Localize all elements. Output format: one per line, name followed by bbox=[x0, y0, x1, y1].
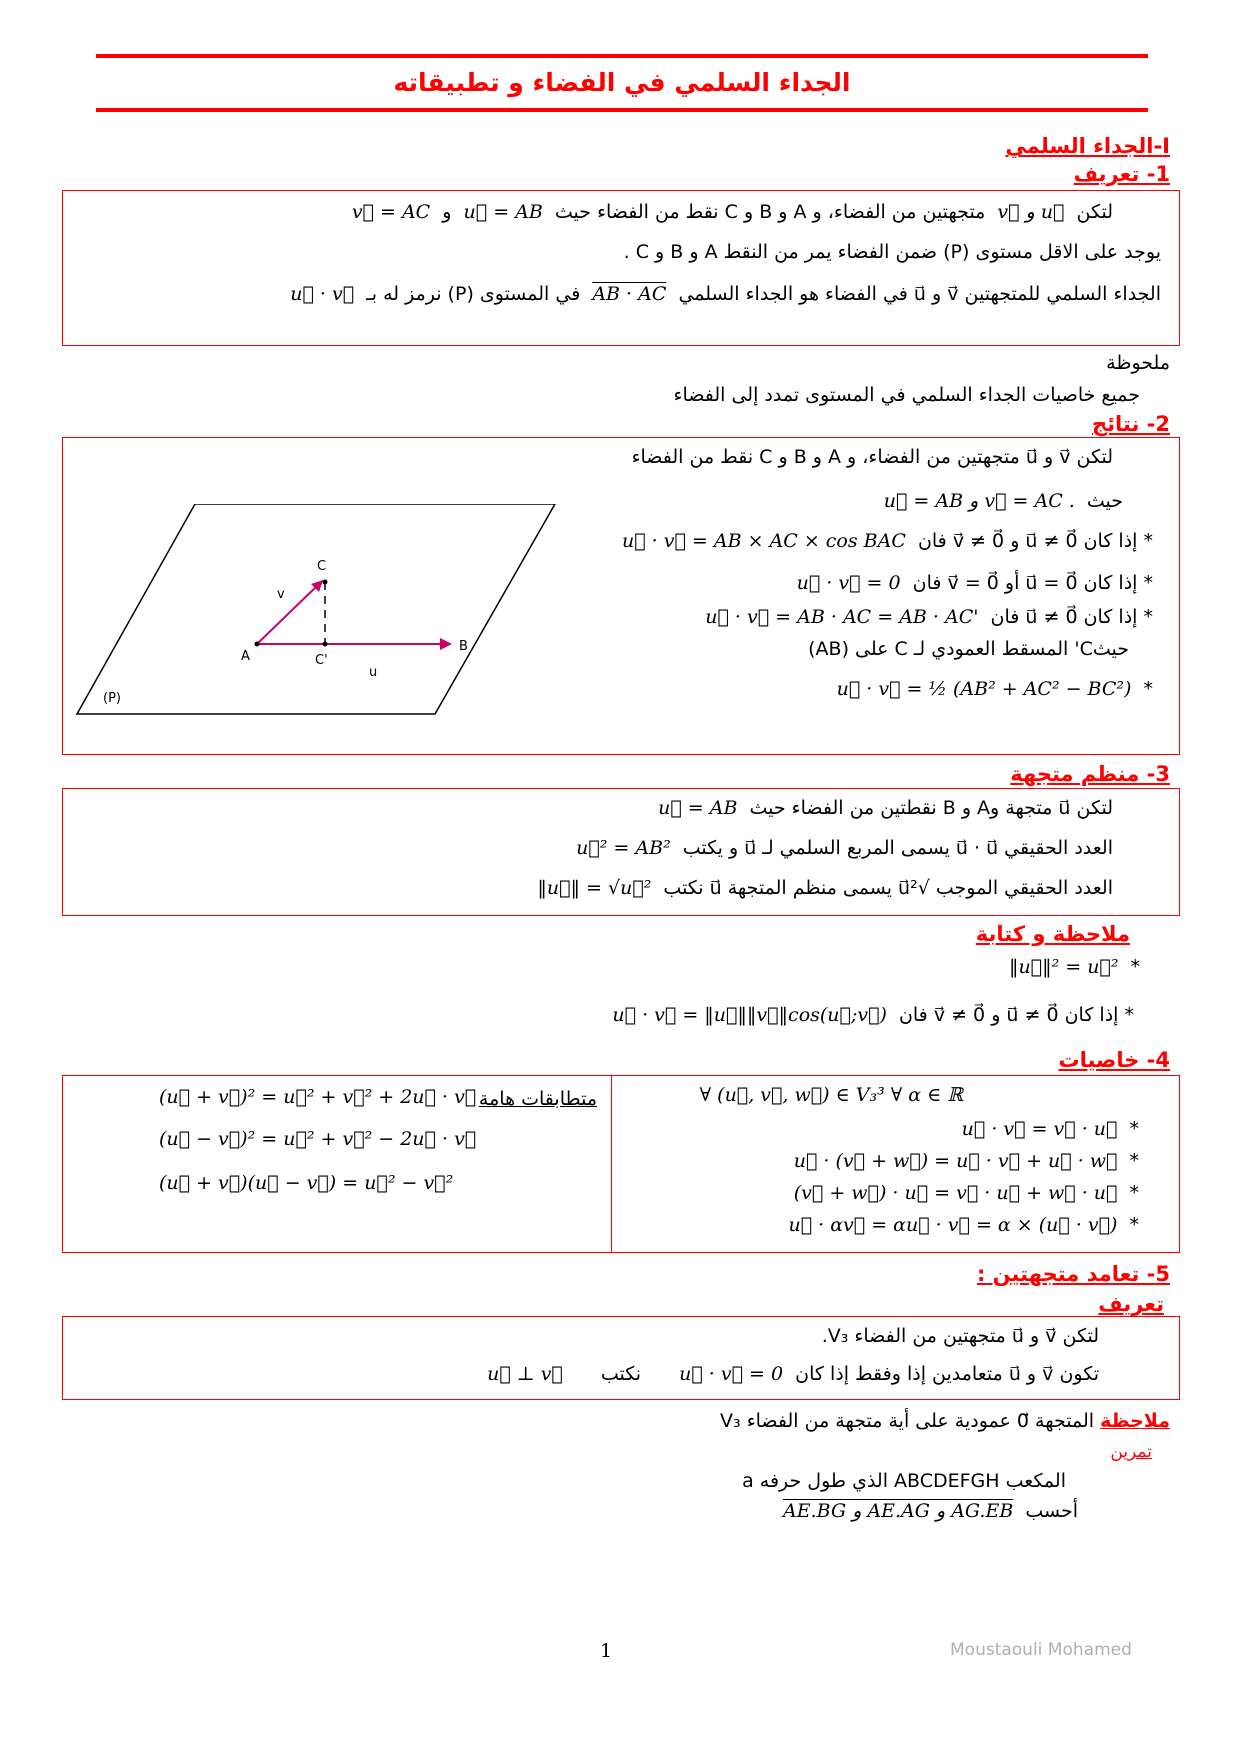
orthogonality-box bbox=[62, 1316, 1180, 1400]
norm-line-1: لتكن u⃗ متجهة وA و B نقطتين من الفضاء حيث u⃗ = AB bbox=[658, 797, 1113, 819]
results-line-1: لتكن v⃗ و u⃗ متجهتين من الفضاء، و A و B و C نقط من الفضاء bbox=[631, 446, 1113, 468]
point-a bbox=[255, 642, 260, 647]
exercise-line-1: المكعب ABCDEFGH الذي طول حرفه a bbox=[742, 1470, 1066, 1492]
author-name: Moustaouli Mohamed bbox=[950, 1640, 1132, 1660]
label-c: C bbox=[317, 559, 327, 574]
identity-2: (u⃗ − v⃗)² = u⃗² + v⃗² − 2u⃗ · v⃗ bbox=[159, 1128, 477, 1150]
results-line-2: حيث u⃗ = AB و v⃗ = AC . bbox=[883, 490, 1123, 512]
results-box bbox=[62, 437, 1180, 755]
exercise-line-2: أحسب AE.BG و AE.AG و AG.EB bbox=[783, 1500, 1078, 1522]
label-v: v bbox=[277, 587, 285, 602]
result-1: * إذا كان u⃗ ≠ 0⃗ و v⃗ ≠ 0⃗ فان u⃗ · v⃗ = AB × AC × cos BAC bbox=[621, 530, 1153, 552]
orth-line-2: تكون v⃗ و u⃗ متعامدين إذا وفقط إذا كان u⃗ · v⃗ = 0 نكتب u⃗ ⊥ v⃗ bbox=[487, 1363, 1099, 1385]
point-c bbox=[323, 580, 328, 585]
zero-vector-note: ملاحظة المتجهة 0⃗ عمودية على أية متجهة من الفضاء V₃ bbox=[720, 1410, 1170, 1432]
identity-3: (u⃗ + v⃗)(u⃗ − v⃗) = u⃗² − v⃗² bbox=[159, 1172, 454, 1194]
label-a: A bbox=[241, 649, 250, 664]
section-heading-I: I-الجداء السلمي bbox=[1005, 134, 1170, 158]
heading-note-writing: ملاحظة و كتابة bbox=[975, 922, 1130, 946]
properties-quantifier: ∀ (u⃗, v⃗, w⃗) ∈ V₃³ ∀ α ∈ ℝ bbox=[699, 1084, 963, 1106]
label-u: u bbox=[369, 665, 378, 680]
property-1: * u⃗ · v⃗ = v⃗ · u⃗ bbox=[961, 1118, 1139, 1140]
heading-orthogonality: 5- تعامد متجهتين : bbox=[976, 1262, 1170, 1286]
label-plane: (P) bbox=[103, 691, 121, 706]
result-3: * إذا كان u⃗ ≠ 0⃗ فان u⃗ · v⃗ = AB · AC = AB · AC' bbox=[705, 606, 1153, 628]
title-bottom-rule bbox=[96, 108, 1148, 112]
definition-box bbox=[62, 190, 1180, 346]
page-title: الجداء السلمي في الفضاء و تطبيقاته bbox=[393, 68, 851, 97]
plane-figure bbox=[75, 504, 575, 744]
result-4: حيثC' المسقط العمودي لـ C على (AB) bbox=[808, 638, 1129, 660]
heading-definition: 1- تعريف bbox=[1073, 162, 1170, 186]
result-5: * u⃗ · v⃗ = ½ (AB² + AC² − BC²) bbox=[836, 678, 1153, 700]
label-cprime: C' bbox=[315, 653, 328, 668]
norm-box bbox=[62, 788, 1180, 916]
def-line-3: الجداء السلمي للمتجهتين v⃗ و u⃗ في الفضاء هو الجداء السلمي AB · AC في المستوى (P) نرمز له بـ u⃗ · v⃗ bbox=[290, 283, 1161, 305]
note-label: ملحوظة bbox=[1106, 352, 1170, 374]
identities-label: متطابقات هامة bbox=[478, 1088, 597, 1110]
note-writing-line-1: * ‖u⃗‖² = u⃗² bbox=[1008, 956, 1140, 978]
note-writing-line-2: * إذا كان u⃗ ≠ 0⃗ و v⃗ ≠ 0⃗ فان u⃗ · v⃗ = ‖u⃗‖‖v⃗‖cos(u⃗;v⃗) bbox=[612, 1004, 1134, 1026]
note-text: جميع خاصيات الجداء السلمي في المستوى تمدد إلى الفضاء bbox=[673, 384, 1140, 406]
heading-orthogonality-definition: تعريف bbox=[1098, 1292, 1164, 1316]
norm-line-2: العدد الحقيقي u⃗ · u⃗ يسمى المربع السلمي لـ u⃗ و يكتب u⃗² = AB² bbox=[576, 837, 1113, 859]
properties-divider bbox=[611, 1076, 612, 1252]
properties-box bbox=[62, 1075, 1180, 1253]
def-line-2: يوجد على الاقل مستوى (P) ضمن الفضاء يمر من النقط A و B و C . bbox=[623, 241, 1161, 263]
vector-u-head bbox=[440, 638, 452, 650]
plane-p bbox=[77, 504, 555, 714]
title-top-rule bbox=[96, 54, 1148, 58]
vector-v-arrow bbox=[257, 584, 319, 644]
label-b: B bbox=[459, 639, 468, 654]
point-cprime bbox=[323, 642, 328, 647]
property-3: * (v⃗ + w⃗) · u⃗ = v⃗ · u⃗ + w⃗ · u⃗ bbox=[793, 1182, 1139, 1204]
property-4: * u⃗ · αv⃗ = αu⃗ · v⃗ = α × (u⃗ · v⃗) bbox=[788, 1214, 1139, 1236]
def-line-1: لتكن v⃗ و u⃗ متجهتين من الفضاء، و A و B و C نقط من الفضاء حيث u⃗ = AB و v⃗ = AC bbox=[351, 201, 1113, 223]
result-2: * إذا كان u⃗ = 0⃗ أو v⃗ = 0⃗ فان u⃗ · v⃗ = 0 bbox=[796, 572, 1153, 594]
page-number: 1 bbox=[600, 1640, 613, 1662]
property-2: * u⃗ · (v⃗ + w⃗) = u⃗ · v⃗ + u⃗ · w⃗ bbox=[793, 1150, 1139, 1172]
norm-line-3: العدد الحقيقي الموجب √u⃗² يسمى منظم المتجهة u⃗ نكتب ‖u⃗‖ = √u⃗² bbox=[537, 877, 1113, 899]
heading-norm: 3- منظم متجهة bbox=[1010, 762, 1170, 786]
exercise-label: تمرين bbox=[1110, 1442, 1152, 1462]
heading-results: 2- نتائج bbox=[1091, 412, 1170, 436]
orth-line-1: لتكن v⃗ و u⃗ متجهتين من الفضاء V₃. bbox=[821, 1325, 1099, 1347]
heading-properties: 4- خاصيات bbox=[1058, 1048, 1170, 1072]
identity-1: (u⃗ + v⃗)² = u⃗² + v⃗² + 2u⃗ · v⃗ bbox=[159, 1086, 477, 1108]
